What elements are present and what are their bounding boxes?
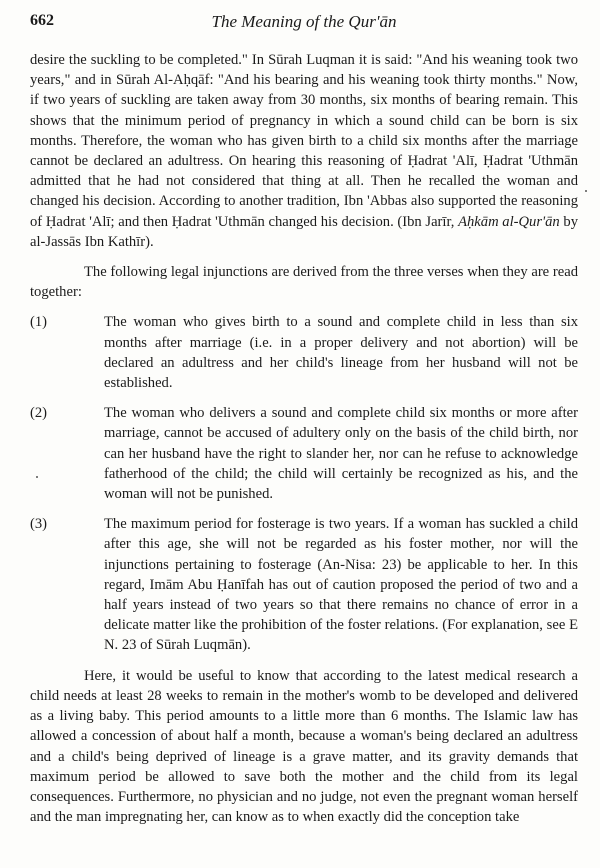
page-header: [30, 12, 578, 36]
list-item-number: (2): [30, 405, 48, 422]
scan-speck: [36, 476, 38, 478]
list-item-text: The maximum period for fosterage is two years. If a woman has suckled a child after this age, she will not be regarded as his foster mother, nor will the injunctions pertaining to fosterage (An-Nisa: 23) be applicable to her. In this regard, Imām Abu Ḥanīfah has out of caution proposed the period of two and a half years instead of two years so that there remains no chance of error in a delicate matter like the prohibition of the foster relations. (For explanation, see E N. 23 of Sūrah Luqmān).: [104, 516, 578, 654]
list-item: [30, 514, 578, 655]
paragraph-text-end: by al-Jassās Ibn Kathīr).: [30, 213, 578, 250]
scan-speck: [585, 190, 587, 192]
paragraph-text: desire the suckling to be completed." In Sūrah Luqman it is said: "And his weaning took two years," and in Sūrah Al-Aḥqāf: "And his bearing and his weaning took thirty months." Now, if two years of suckling are taken away from 30 months, six months of bearing remain. This shows that the minimum period of pregnancy in which a sound child can be born is six months. Therefore, the woman who has given birth to a child six months after the marriage cannot be declared an adultress. On hearing this reasoning of Ḥadrat 'Alī, Ḥadrat 'Uthmān admitted that he had not considered that thing at all. Then he recalled the woman and changed his decision. According to another tradition, Ibn 'Abbas also supported the reasoning of Ḥadrat 'Alī; and then Ḥadrat 'Uthmān changed his decision. (Ibn Jarīr,: [30, 52, 578, 230]
paragraph-injunctions-intro: The following legal injunctions are derived from the three verses when they are read together:: [30, 264, 578, 301]
list-item-text: The woman who gives birth to a sound and complete child in less than six months after marriage (i.e. in a proper delivery and not abortion) will be declared an adultress and her child's lineage from her husband will not be established.: [104, 314, 578, 392]
list-item-text: The woman who delivers a sound and complete child six months or more after marriage, cannot be accused of adultery only on the basis of the child birth, nor can her husband have the right to slander her, nor can he refuse to acknowledge fatherhood of the child; the child will certainly be recognized as his, and the woman will not be punished.: [104, 405, 578, 503]
list-item: [30, 403, 578, 504]
paragraph-medical-research: Here, it would be useful to know that according to the latest medical research a child needs at least 28 weeks to remain in the mother's womb to be developed and delivered as a living baby. This period amounts to a little more than 6 months. The Islamic law has allowed a concession of about half a month, because a woman's being declared an adultress and a child's being deprived of lineage is a grave matter, and its gravity demands that maximum period be allowed to save both the mother and the child from its legal consequences. Furthermore, no physician and no judge, not even the pregnant woman herself and the man impregnating her, can know as to when exactly did the conception take: [30, 667, 578, 826]
page-number: 662: [30, 12, 54, 29]
running-title: The Meaning of the Qur'ān: [211, 12, 397, 31]
list-item: [30, 312, 578, 393]
body-text: [30, 50, 578, 827]
book-title-italic: Aḥkām al-Qur'ān: [458, 213, 560, 230]
list-item-number: (1): [30, 314, 48, 331]
list-item-number: (3): [30, 516, 48, 533]
paragraph-continuation: [30, 50, 578, 252]
